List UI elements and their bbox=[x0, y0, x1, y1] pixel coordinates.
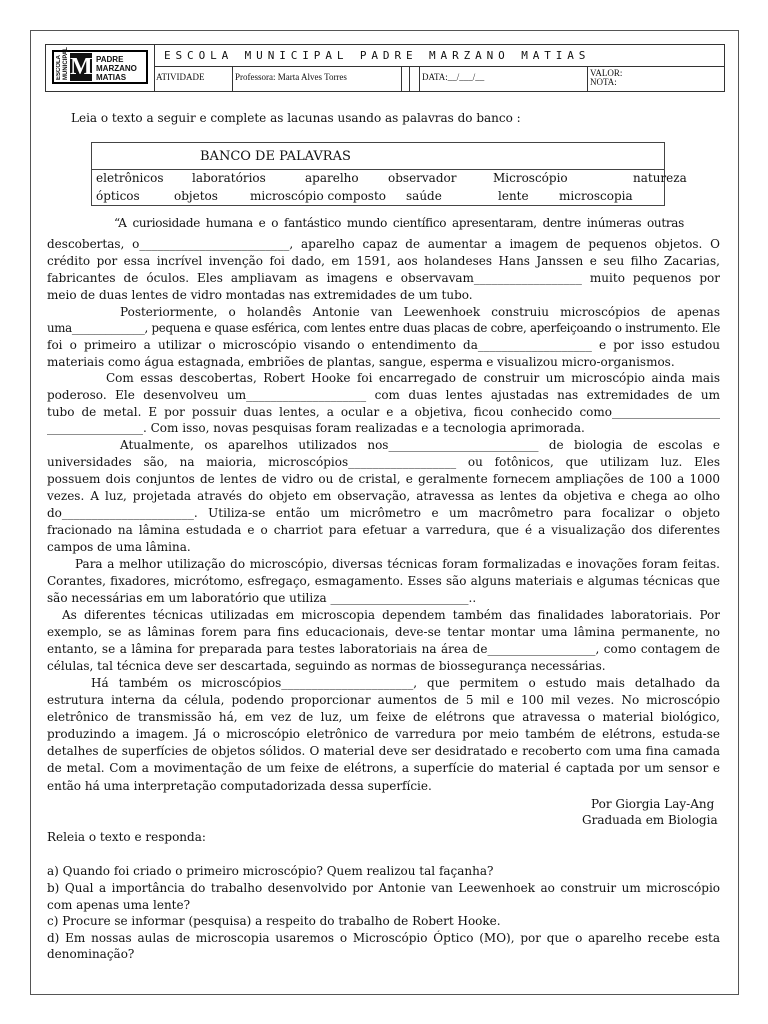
text-line: fracionado na lâmina estudada e o charriot para efetuar a varredura, que é a visualização dos diferentes bbox=[47, 523, 720, 537]
word-bank-word: microscópio composto bbox=[250, 189, 386, 203]
logo-letter: M bbox=[70, 54, 93, 80]
blank-cell bbox=[410, 67, 420, 91]
text-line: descobertas, o_________________________, aparelho capaz de aumentar a imagem de pequenos objetos. O bbox=[47, 237, 720, 251]
question-line: b) Qual a importância do trabalho desenvolvido por Antonie van Leewenhoek ao construir um microscópio bbox=[47, 881, 720, 895]
question-line: c) Procure se informar (pesquisa) a respeito do trabalho de Robert Hooke. bbox=[47, 914, 501, 928]
text-line: células, tal técnica deve ser descartada, seguindo as normas de biossegurança necessárias. bbox=[47, 659, 606, 673]
text-line: detalhes de superfícies de objetos sólidos. O material deve ser desidratado e recoberto com uma fina camada bbox=[47, 744, 720, 758]
text-line: de metal. Com a movimentação de um feixe de elétrons, a superfície do material é captada por um sensor e bbox=[47, 761, 720, 775]
author-title: Graduada em Biologia bbox=[582, 813, 718, 827]
text-line: uma_____________, pequena e quase esférica, com lentes entre duas placas de cobre, aperfeiçoando o instrumento. Ele bbox=[47, 321, 720, 335]
blank-cell bbox=[402, 67, 410, 91]
logo-cell bbox=[46, 45, 155, 91]
word-bank-word: observador bbox=[388, 171, 457, 185]
date-field[interactable]: DATA:__/___/__ bbox=[420, 67, 588, 91]
text-line: materiais como água estagnada, embriões de plantas, sangue, esperma e visualizou micro-organismos. bbox=[47, 355, 675, 369]
logo-text bbox=[96, 55, 137, 82]
text-line: fabricantes de óculos. Eles ampliavam as imagens e observavam__________________ muito pequenos por bbox=[47, 271, 720, 285]
text-line: “A curiosidade humana e o fantástico mundo científico apresentaram, dentre inúmeras outras bbox=[114, 216, 684, 230]
text-line: produzindo a imagem. Já o microscópio eletrônico de varredura por meio também de elétrons, estuda-se bbox=[47, 727, 720, 741]
word-bank-word: laboratórios bbox=[192, 171, 266, 185]
divider bbox=[92, 169, 664, 170]
question-line: denominação? bbox=[47, 947, 135, 961]
grade-cell bbox=[588, 67, 724, 91]
text-line: Com essas descobertas, Robert Hooke foi encarregado de construir um microscópio ainda mais bbox=[106, 371, 720, 385]
text-line: crédito por essa incrível invenção foi dado, em 1591, aos holandeses Hans Janssen e seu filho Zacarias, bbox=[47, 254, 720, 268]
word-bank-word: Microscópio bbox=[493, 171, 568, 185]
teacher-name: Professora: Marta Alves Torres bbox=[233, 67, 402, 91]
word-bank-word: natureza bbox=[633, 171, 687, 185]
text-line: poderoso. Ele desenvolveu um____________________ com duas lentes ajustadas nas extremidades de um bbox=[47, 388, 720, 402]
text-line: do______________________. Utiliza-se então um micrômetro e um macrômetro para focalizar o objeto bbox=[47, 506, 720, 520]
question-line: com apenas uma lente? bbox=[47, 898, 191, 912]
text-line: possuem dois conjuntos de lentes de vidro ou de cristal, e geralmente fornecem ampliações de 100 a 1000 bbox=[47, 472, 720, 486]
text-line: As diferentes técnicas utilizadas em microscopia dependem também das finalidades laboratoriais. Por bbox=[62, 608, 720, 622]
text-line: exemplo, se as lâminas forem para fins educacionais, deve-se tentar montar uma lâmina permanente, no bbox=[47, 625, 720, 639]
text-line: Há também os microscópios______________________, que permitem o estudo mais detalhado da bbox=[91, 676, 720, 690]
question-line: a) Quando foi criado o primeiro microscópio? Quem realizou tal façanha? bbox=[47, 864, 494, 878]
valor-label: VALOR: bbox=[590, 68, 623, 78]
word-bank-word: aparelho bbox=[305, 171, 359, 185]
text-line: Corantes, fixadores, micrótomo, esfregaço, esmagamento. Esses são alguns materiais e algumas técnicas que bbox=[47, 574, 720, 588]
word-bank-word: lente bbox=[498, 189, 529, 203]
text-line: Atualmente, os aparelhos utilizados nos_________________________ de biologia de escolas e bbox=[120, 438, 720, 452]
nota-label: NOTA: bbox=[590, 77, 617, 87]
text-line: então há uma interpretação computadorizada dessa superfície. bbox=[47, 779, 432, 793]
word-bank-word: eletrônicos bbox=[96, 171, 164, 185]
word-bank-title: BANCO DE PALAVRAS bbox=[200, 149, 351, 164]
text-line: são necessárias em um laboratório que utiliza _______________________.. bbox=[47, 591, 477, 605]
word-bank-word: microscopia bbox=[559, 189, 633, 203]
text-line: meio de duas lentes de vidro montadas nas extremidades de um tubo. bbox=[47, 288, 473, 302]
logo-vertical-text: ESCOLA MUNICIPAL bbox=[56, 47, 69, 80]
logo-line: MATIAS bbox=[96, 73, 127, 82]
text-line: Para a melhor utilização do microscópio, diversas técnicas foram formalizadas e inovações foram feitas. bbox=[75, 557, 720, 571]
text-line: ________________. Com isso, novas pesquisas foram realizadas e a tecnologia aprimorada. bbox=[47, 421, 585, 435]
word-bank-word: ópticos bbox=[96, 189, 140, 203]
text-line: eletrônico de transmissão há, em vez de luz, um feixe de elétrons que atravessa o material biológico, bbox=[47, 710, 720, 724]
text-line: universidades são, na maioria, microscópios__________________ ou fotônicos, que utilizam luz. Eles bbox=[47, 455, 720, 469]
instruction: Leia o texto a seguir e complete as lacunas usando as palavras do banco : bbox=[71, 111, 521, 125]
text-line: campos de uma lâmina. bbox=[47, 540, 191, 554]
school-name: ESCOLA MUNICIPAL PADRE MARZANO MATIAS bbox=[154, 45, 724, 67]
word-bank bbox=[91, 142, 687, 206]
question-line: d) Em nossas aulas de microscopia usaremos o Microscópio Óptico (MO), por que o aparelho recebe esta bbox=[47, 931, 720, 945]
text-line: foi o primeiro a utilizar o microscópio visando o entendimento da___________________ e por isso estudou bbox=[47, 338, 720, 352]
logo-line: PADRE bbox=[96, 55, 124, 64]
text-line: tubo de metal. E por possuir duas lentes, a ocular e a objetiva, ficou conhecido como__________________ bbox=[47, 405, 720, 419]
header-table bbox=[45, 44, 725, 92]
school-logo bbox=[52, 47, 148, 84]
activity-label: ATIVIDADE bbox=[154, 67, 233, 91]
text-line: vezes. A luz, projetada através do objeto em observação, atravessa as lentes da objetiva e chega ao olho bbox=[47, 489, 720, 503]
reread-instruction: Releia o texto e responda: bbox=[47, 830, 206, 844]
word-bank-word: objetos bbox=[174, 189, 218, 203]
text-line: estrutura interna da célula, podendo proporcionar aumentos de 5 mil e 100 mil vezes. No microscópio bbox=[47, 693, 720, 707]
word-bank-word: saúde bbox=[406, 189, 442, 203]
author: Por Giorgia Lay-Ang bbox=[591, 797, 715, 811]
logo-line: MARZANO bbox=[96, 64, 137, 73]
text-line: Posteriormente, o holandês Antonie van Leewenhoek construiu microscópios de apenas bbox=[120, 305, 720, 319]
text-line: entanto, se a lâmina for preparada para testes laboratoriais na área de__________________, como contagem de bbox=[47, 642, 720, 656]
